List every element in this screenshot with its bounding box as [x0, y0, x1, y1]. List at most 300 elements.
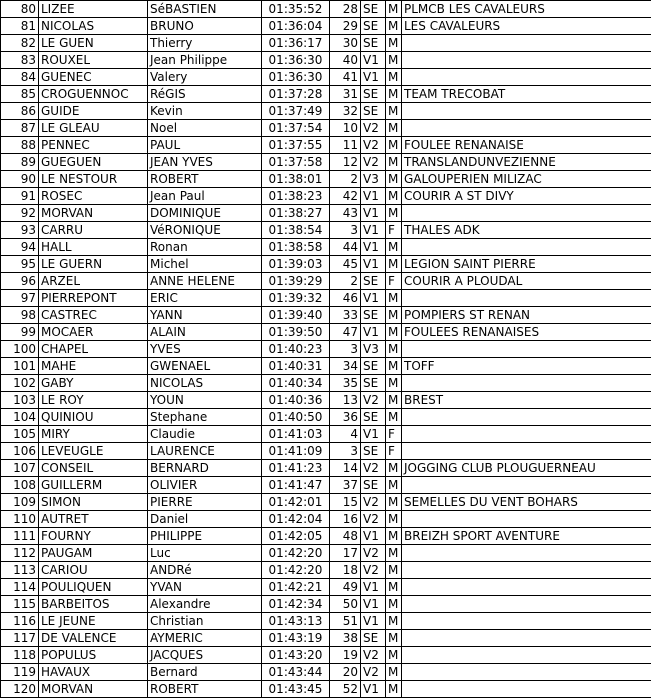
sex-cell: M — [386, 188, 402, 205]
table-row — [1, 647, 651, 664]
category-rank-cell: 3 — [330, 443, 361, 460]
category-cell: SE — [361, 35, 386, 52]
first-name-cell: ROBERT — [148, 171, 262, 188]
club-cell — [402, 511, 651, 528]
sex-cell: M — [386, 341, 402, 358]
rank-cell: 109 — [1, 494, 39, 511]
table-row — [1, 664, 651, 681]
category-rank-cell: 41 — [330, 69, 361, 86]
category-rank-cell: 10 — [330, 120, 361, 137]
table-row — [1, 613, 651, 630]
club-cell — [402, 290, 651, 307]
first-name-cell: VéRONIQUE — [148, 222, 262, 239]
rank-cell: 119 — [1, 664, 39, 681]
category-cell: V1 — [361, 528, 386, 545]
category-rank-cell: 49 — [330, 579, 361, 596]
sex-cell: M — [386, 171, 402, 188]
sex-cell: M — [386, 409, 402, 426]
table-row — [1, 443, 651, 460]
category-rank-cell: 3 — [330, 341, 361, 358]
time-cell: 01:35:52 — [262, 1, 330, 18]
category-rank-cell: 37 — [330, 477, 361, 494]
category-rank-cell: 16 — [330, 511, 361, 528]
rank-cell: 104 — [1, 409, 39, 426]
rank-cell: 114 — [1, 579, 39, 596]
sex-cell: M — [386, 18, 402, 35]
first-name-cell: Jean Philippe — [148, 52, 262, 69]
first-name-cell: ANDRé — [148, 562, 262, 579]
sex-cell: M — [386, 511, 402, 528]
table-row — [1, 222, 651, 239]
rank-cell: 120 — [1, 681, 39, 698]
sex-cell: M — [386, 664, 402, 681]
table-row — [1, 307, 651, 324]
time-cell: 01:42:04 — [262, 511, 330, 528]
last-name-cell: CASTREC — [39, 307, 148, 324]
last-name-cell: LE ROY — [39, 392, 148, 409]
first-name-cell: Michel — [148, 256, 262, 273]
category-cell: V2 — [361, 137, 386, 154]
category-cell: SE — [361, 409, 386, 426]
last-name-cell: LE NESTOUR — [39, 171, 148, 188]
category-cell: SE — [361, 18, 386, 35]
club-cell — [402, 120, 651, 137]
sex-cell: M — [386, 103, 402, 120]
club-cell — [402, 545, 651, 562]
last-name-cell: PIERREPONT — [39, 290, 148, 307]
sex-cell: M — [386, 477, 402, 494]
sex-cell: M — [386, 562, 402, 579]
first-name-cell: BRUNO — [148, 18, 262, 35]
time-cell: 01:36:17 — [262, 35, 330, 52]
last-name-cell: LEVEUGLE — [39, 443, 148, 460]
last-name-cell: POULIQUEN — [39, 579, 148, 596]
club-cell: FOULEES RENANAISES — [402, 324, 651, 341]
time-cell: 01:40:50 — [262, 409, 330, 426]
club-cell — [402, 409, 651, 426]
time-cell: 01:40:23 — [262, 341, 330, 358]
first-name-cell: YVAN — [148, 579, 262, 596]
last-name-cell: LE JEUNE — [39, 613, 148, 630]
rank-cell: 90 — [1, 171, 39, 188]
sex-cell: M — [386, 545, 402, 562]
time-cell: 01:36:30 — [262, 52, 330, 69]
rank-cell: 96 — [1, 273, 39, 290]
first-name-cell: Jean Paul — [148, 188, 262, 205]
category-cell: V1 — [361, 256, 386, 273]
time-cell: 01:37:49 — [262, 103, 330, 120]
last-name-cell: CHAPEL — [39, 341, 148, 358]
category-cell: V1 — [361, 69, 386, 86]
category-cell: V2 — [361, 511, 386, 528]
category-cell: V1 — [361, 290, 386, 307]
time-cell: 01:40:36 — [262, 392, 330, 409]
first-name-cell: PAUL — [148, 137, 262, 154]
sex-cell: M — [386, 1, 402, 18]
category-cell: V2 — [361, 562, 386, 579]
sex-cell: M — [386, 528, 402, 545]
category-rank-cell: 43 — [330, 205, 361, 222]
category-rank-cell: 19 — [330, 647, 361, 664]
category-rank-cell: 13 — [330, 392, 361, 409]
last-name-cell: CARIOU — [39, 562, 148, 579]
club-cell — [402, 52, 651, 69]
first-name-cell: Valery — [148, 69, 262, 86]
first-name-cell: AYMERIC — [148, 630, 262, 647]
category-cell: V2 — [361, 664, 386, 681]
table-row — [1, 460, 651, 477]
rank-cell: 84 — [1, 69, 39, 86]
sex-cell: F — [386, 273, 402, 290]
first-name-cell: YVES — [148, 341, 262, 358]
last-name-cell: ROSEC — [39, 188, 148, 205]
club-cell — [402, 477, 651, 494]
last-name-cell: AUTRET — [39, 511, 148, 528]
category-rank-cell: 34 — [330, 358, 361, 375]
table-row — [1, 103, 651, 120]
sex-cell: M — [386, 392, 402, 409]
last-name-cell: GUEGUEN — [39, 154, 148, 171]
rank-cell: 94 — [1, 239, 39, 256]
last-name-cell: PAUGAM — [39, 545, 148, 562]
first-name-cell: PIERRE — [148, 494, 262, 511]
club-cell: TEAM TRECOBAT — [402, 86, 651, 103]
last-name-cell: PENNEC — [39, 137, 148, 154]
rank-cell: 111 — [1, 528, 39, 545]
first-name-cell: JEAN YVES — [148, 154, 262, 171]
table-row — [1, 528, 651, 545]
rank-cell: 118 — [1, 647, 39, 664]
club-cell — [402, 647, 651, 664]
time-cell: 01:39:40 — [262, 307, 330, 324]
time-cell: 01:38:01 — [262, 171, 330, 188]
sex-cell: M — [386, 324, 402, 341]
category-cell: SE — [361, 307, 386, 324]
rank-cell: 80 — [1, 1, 39, 18]
last-name-cell: LIZEE — [39, 1, 148, 18]
category-rank-cell: 52 — [330, 681, 361, 698]
table-row — [1, 69, 651, 86]
first-name-cell: Luc — [148, 545, 262, 562]
category-rank-cell: 46 — [330, 290, 361, 307]
club-cell — [402, 664, 651, 681]
club-cell: LEGION SAINT PIERRE — [402, 256, 651, 273]
first-name-cell: NICOLAS — [148, 375, 262, 392]
club-cell — [402, 630, 651, 647]
category-rank-cell: 33 — [330, 307, 361, 324]
table-row — [1, 579, 651, 596]
category-rank-cell: 30 — [330, 35, 361, 52]
sex-cell: M — [386, 647, 402, 664]
rank-cell: 107 — [1, 460, 39, 477]
table-row — [1, 290, 651, 307]
category-rank-cell: 12 — [330, 154, 361, 171]
first-name-cell: Claudie — [148, 426, 262, 443]
time-cell: 01:40:31 — [262, 358, 330, 375]
category-cell: V1 — [361, 52, 386, 69]
rank-cell: 101 — [1, 358, 39, 375]
club-cell — [402, 205, 651, 222]
category-rank-cell: 15 — [330, 494, 361, 511]
first-name-cell: Thierry — [148, 35, 262, 52]
category-cell: V2 — [361, 120, 386, 137]
last-name-cell: CARRU — [39, 222, 148, 239]
time-cell: 01:41:23 — [262, 460, 330, 477]
sex-cell: M — [386, 460, 402, 477]
table-row — [1, 256, 651, 273]
first-name-cell: SéBASTIEN — [148, 1, 262, 18]
sex-cell: M — [386, 86, 402, 103]
club-cell: COURIR A PLOUDAL — [402, 273, 651, 290]
time-cell: 01:42:21 — [262, 579, 330, 596]
last-name-cell: SIMON — [39, 494, 148, 511]
club-cell — [402, 579, 651, 596]
first-name-cell: RéGIS — [148, 86, 262, 103]
last-name-cell: GUIDE — [39, 103, 148, 120]
club-cell — [402, 443, 651, 460]
first-name-cell: PHILIPPE — [148, 528, 262, 545]
time-cell: 01:38:27 — [262, 205, 330, 222]
first-name-cell: Christian — [148, 613, 262, 630]
category-rank-cell: 31 — [330, 86, 361, 103]
club-cell: LES CAVALEURS — [402, 18, 651, 35]
rank-cell: 95 — [1, 256, 39, 273]
rank-cell: 103 — [1, 392, 39, 409]
category-rank-cell: 29 — [330, 18, 361, 35]
table-row — [1, 171, 651, 188]
category-cell: V1 — [361, 613, 386, 630]
sex-cell: M — [386, 256, 402, 273]
time-cell: 01:43:19 — [262, 630, 330, 647]
table-row — [1, 358, 651, 375]
club-cell: POMPIERS ST RENAN — [402, 307, 651, 324]
sex-cell: M — [386, 154, 402, 171]
category-rank-cell: 11 — [330, 137, 361, 154]
category-cell: SE — [361, 630, 386, 647]
category-rank-cell: 18 — [330, 562, 361, 579]
club-cell — [402, 681, 651, 698]
club-cell — [402, 239, 651, 256]
category-cell: V2 — [361, 154, 386, 171]
category-cell: V1 — [361, 579, 386, 596]
table-row — [1, 630, 651, 647]
last-name-cell: MOCAER — [39, 324, 148, 341]
time-cell: 01:43:13 — [262, 613, 330, 630]
category-cell: V1 — [361, 324, 386, 341]
sex-cell: M — [386, 681, 402, 698]
table-row — [1, 426, 651, 443]
last-name-cell: POPULUS — [39, 647, 148, 664]
club-cell: TRANSLANDUNVEZIENNE — [402, 154, 651, 171]
time-cell: 01:41:47 — [262, 477, 330, 494]
sex-cell: M — [386, 613, 402, 630]
last-name-cell: GUENEC — [39, 69, 148, 86]
time-cell: 01:42:20 — [262, 545, 330, 562]
first-name-cell: Stephane — [148, 409, 262, 426]
club-cell — [402, 613, 651, 630]
category-rank-cell: 2 — [330, 273, 361, 290]
sex-cell: M — [386, 494, 402, 511]
sex-cell: F — [386, 426, 402, 443]
category-cell: V2 — [361, 392, 386, 409]
first-name-cell: GWENAEL — [148, 358, 262, 375]
rank-cell: 98 — [1, 307, 39, 324]
first-name-cell: ROBERT — [148, 681, 262, 698]
first-name-cell: YOUN — [148, 392, 262, 409]
time-cell: 01:37:54 — [262, 120, 330, 137]
category-rank-cell: 4 — [330, 426, 361, 443]
table-row — [1, 494, 651, 511]
results-body — [1, 1, 651, 698]
category-cell: SE — [361, 103, 386, 120]
first-name-cell: DOMINIQUE — [148, 205, 262, 222]
category-rank-cell: 51 — [330, 613, 361, 630]
time-cell: 01:38:54 — [262, 222, 330, 239]
table-row — [1, 18, 651, 35]
time-cell: 01:38:23 — [262, 188, 330, 205]
table-row — [1, 86, 651, 103]
category-rank-cell: 38 — [330, 630, 361, 647]
club-cell: SEMELLES DU VENT BOHARS — [402, 494, 651, 511]
time-cell: 01:37:55 — [262, 137, 330, 154]
last-name-cell: DE VALENCE — [39, 630, 148, 647]
last-name-cell: GUILLERM — [39, 477, 148, 494]
time-cell: 01:37:28 — [262, 86, 330, 103]
last-name-cell: CONSEIL — [39, 460, 148, 477]
club-cell: COURIR A ST DIVY — [402, 188, 651, 205]
club-cell — [402, 35, 651, 52]
club-cell: PLMCB LES CAVALEURS — [402, 1, 651, 18]
last-name-cell: LE GUERN — [39, 256, 148, 273]
time-cell: 01:43:45 — [262, 681, 330, 698]
table-row — [1, 409, 651, 426]
table-row — [1, 137, 651, 154]
sex-cell: M — [386, 375, 402, 392]
category-cell: V2 — [361, 545, 386, 562]
category-rank-cell: 32 — [330, 103, 361, 120]
club-cell: TOFF — [402, 358, 651, 375]
table-row — [1, 239, 651, 256]
first-name-cell: LAURENCE — [148, 443, 262, 460]
table-row — [1, 273, 651, 290]
last-name-cell: HAVAUX — [39, 664, 148, 681]
sex-cell: M — [386, 120, 402, 137]
rank-cell: 117 — [1, 630, 39, 647]
table-row — [1, 375, 651, 392]
rank-cell: 81 — [1, 18, 39, 35]
category-cell: V1 — [361, 222, 386, 239]
time-cell: 01:39:32 — [262, 290, 330, 307]
category-cell: V1 — [361, 596, 386, 613]
sex-cell: F — [386, 443, 402, 460]
category-cell: V1 — [361, 188, 386, 205]
table-row — [1, 596, 651, 613]
time-cell: 01:42:20 — [262, 562, 330, 579]
last-name-cell: NICOLAS — [39, 18, 148, 35]
category-rank-cell: 47 — [330, 324, 361, 341]
time-cell: 01:41:03 — [262, 426, 330, 443]
rank-cell: 85 — [1, 86, 39, 103]
club-cell: THALES ADK — [402, 222, 651, 239]
category-rank-cell: 3 — [330, 222, 361, 239]
first-name-cell: Noel — [148, 120, 262, 137]
category-rank-cell: 50 — [330, 596, 361, 613]
last-name-cell: MAHE — [39, 358, 148, 375]
time-cell: 01:39:50 — [262, 324, 330, 341]
rank-cell: 83 — [1, 52, 39, 69]
first-name-cell: Ronan — [148, 239, 262, 256]
table-row — [1, 52, 651, 69]
rank-cell: 92 — [1, 205, 39, 222]
sex-cell: M — [386, 307, 402, 324]
first-name-cell: YANN — [148, 307, 262, 324]
table-row — [1, 324, 651, 341]
table-row — [1, 477, 651, 494]
rank-cell: 113 — [1, 562, 39, 579]
first-name-cell: ALAIN — [148, 324, 262, 341]
category-cell: SE — [361, 443, 386, 460]
category-rank-cell: 44 — [330, 239, 361, 256]
category-cell: V3 — [361, 341, 386, 358]
club-cell — [402, 341, 651, 358]
club-cell: BREST — [402, 392, 651, 409]
category-cell: SE — [361, 375, 386, 392]
category-rank-cell: 36 — [330, 409, 361, 426]
sex-cell: F — [386, 222, 402, 239]
time-cell: 01:40:34 — [262, 375, 330, 392]
rank-cell: 106 — [1, 443, 39, 460]
last-name-cell: QUINIOU — [39, 409, 148, 426]
last-name-cell: GABY — [39, 375, 148, 392]
category-cell: SE — [361, 1, 386, 18]
table-row — [1, 154, 651, 171]
club-cell — [402, 596, 651, 613]
last-name-cell: MORVAN — [39, 681, 148, 698]
category-cell: V2 — [361, 494, 386, 511]
table-row — [1, 120, 651, 137]
last-name-cell: FOURNY — [39, 528, 148, 545]
last-name-cell: ROUXEL — [39, 52, 148, 69]
category-rank-cell: 2 — [330, 171, 361, 188]
time-cell: 01:38:58 — [262, 239, 330, 256]
sex-cell: M — [386, 239, 402, 256]
category-cell: SE — [361, 273, 386, 290]
sex-cell: M — [386, 290, 402, 307]
category-cell: V1 — [361, 205, 386, 222]
rank-cell: 89 — [1, 154, 39, 171]
time-cell: 01:36:30 — [262, 69, 330, 86]
sex-cell: M — [386, 69, 402, 86]
rank-cell: 99 — [1, 324, 39, 341]
rank-cell: 87 — [1, 120, 39, 137]
time-cell: 01:36:04 — [262, 18, 330, 35]
table-row — [1, 562, 651, 579]
category-rank-cell: 40 — [330, 52, 361, 69]
club-cell — [402, 103, 651, 120]
rank-cell: 115 — [1, 596, 39, 613]
table-row — [1, 188, 651, 205]
last-name-cell: LE GLEAU — [39, 120, 148, 137]
rank-cell: 105 — [1, 426, 39, 443]
last-name-cell: ARZEL — [39, 273, 148, 290]
first-name-cell: OLIVIER — [148, 477, 262, 494]
first-name-cell: ANNE HELENE — [148, 273, 262, 290]
last-name-cell: HALL — [39, 239, 148, 256]
time-cell: 01:43:20 — [262, 647, 330, 664]
rank-cell: 102 — [1, 375, 39, 392]
rank-cell: 100 — [1, 341, 39, 358]
category-rank-cell: 42 — [330, 188, 361, 205]
